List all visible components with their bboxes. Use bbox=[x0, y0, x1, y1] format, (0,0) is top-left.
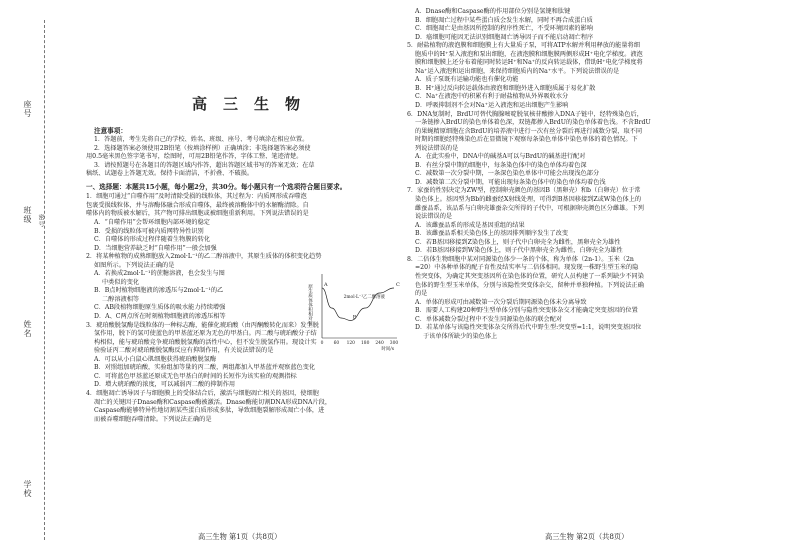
option: C．单体减数分裂过程中不发生同源染色体的联会配对 bbox=[415, 315, 563, 323]
question-line: Caspase酶能够特异性地切割某些蛋白质形成多肽，导致细胞裂解形成凋亡小体，进 bbox=[94, 407, 325, 415]
footer-right: 高三生物 第2页（共8页） bbox=[545, 532, 629, 541]
question-line: 8．二倍体生物细胞中某对同源染色体少一条的个体，称为单体（2n-1）。玉米（2n bbox=[407, 255, 634, 263]
option: B．H⁺通过反向转运载体由液泡和细胞外进入细胞质属于易化扩散 bbox=[415, 84, 596, 92]
right-page bbox=[407, 8, 792, 341]
option: A．可以从小白鼠心肌细胞获得琥珀酸脱氢酶 bbox=[94, 355, 217, 363]
name-label: 姓名 bbox=[23, 320, 32, 338]
notice-item: 2．选择题答案必须使用2B铅笔（按填涂样例）正确填涂；非选择题答案必须使 bbox=[94, 144, 311, 152]
x-tick-label: 60 bbox=[333, 341, 340, 347]
series-label: 2mol·L⁻¹乙二醇溶液 bbox=[343, 295, 385, 301]
question-line: 2．将某种植物的成熟细胞放入2mol·L⁻¹的乙二醇溶液中，其原生质体的体积变化趋势 bbox=[86, 253, 322, 261]
option: A．单体的形成可由减数第一次分裂后期同源染色体未分离导致 bbox=[415, 298, 587, 306]
option: C．自噬体的形成过程伴随着生物膜的转化 bbox=[94, 236, 211, 244]
question-line: 6．DNA复制时，BrdU可替代胸腺嘧啶脱氧核苷酸掺入DNA子链中，经特殊染色后， bbox=[407, 110, 643, 118]
question-line: 3．琥珀酸脱氢酶是线粒体的一种标志酶，能催化琥珀酸（由丙酮酸转化而来）发生脱 bbox=[86, 321, 319, 329]
question-line: 氢作用，脱下的氢可使蓝色的甲基蓝还原为无色的甲基白。丙二酸与琥珀酸分子结 bbox=[94, 330, 317, 338]
x-tick-label: 240 bbox=[375, 341, 384, 347]
question-line: 的果蝇精原细胞在含BrdU的培养液中进行一次有丝分裂后再进行减数分裂，取不同 bbox=[415, 127, 643, 135]
question-line: 包裹受损线粒体，并与溶酶体融合形成自噬体，最终被溶酶体中的水解酶清除。自 bbox=[86, 201, 309, 209]
option: A．该雌蚕品系的形成是基因重组的结果 bbox=[415, 221, 525, 229]
option: C．可将蓝色甲基蓝还原成无色甲基白的时间的长短作为该实验的观测指标 bbox=[94, 372, 297, 380]
question-6 bbox=[407, 111, 792, 188]
option: A．“自噬作用”会帮环细胞内部环境的稳定 bbox=[94, 219, 210, 227]
footer-left: 高三生物 第1页（共8页） bbox=[198, 532, 282, 541]
option: C．若B基因移接到Z染色体上，则子代中白卵壳全为雌性，黑卵壳全为雄性 bbox=[415, 238, 621, 246]
question-4 bbox=[86, 390, 400, 424]
y-axis-label: 原生质体体积相对值 bbox=[307, 284, 313, 326]
class-label: 班级 bbox=[23, 206, 32, 224]
question-line: 凋亡的关键因子Dnase酶和Caspase酶被激活。Dnase酶能切割DNA形成DNA片段， bbox=[94, 398, 332, 406]
question-line: Na⁺运入液泡和运出细胞，来保持细胞质内的Na⁺水平。下列说法错误的是 bbox=[415, 67, 620, 75]
option: 中类似的变化 bbox=[102, 278, 140, 286]
question-8 bbox=[407, 256, 792, 341]
question-4-options bbox=[407, 8, 792, 42]
x-tick-label: 0 bbox=[320, 341, 324, 347]
notice-item: 稿纸、试题卷上答题无效。保持卡面清洁，不折叠、不破损。 bbox=[86, 170, 254, 178]
option: D．若B基因移接到W染色体上，则子代中黑卵壳全为雌性，白卵壳全为雄性 bbox=[415, 247, 623, 255]
question-line: 4．细胞凋亡诱导因子与细胞膜上的受体结合后，激活与细胞凋亡相关的基因，使细胞 bbox=[86, 389, 319, 397]
question-5 bbox=[407, 42, 792, 110]
option: D．A、C两点所在时刻植物细胞液的渗透压相等 bbox=[94, 313, 226, 321]
option: A．质子泵既有运输功能也有催化功能 bbox=[415, 76, 519, 84]
point-label: A bbox=[324, 282, 328, 289]
option: D．当细胞营养缺乏时“自噬作用”一般会加强 bbox=[94, 244, 217, 252]
notice-item: 用0.5毫米黑色签字笔书写，绘图时，可用2B铅笔作答，字体工整、笔迹清楚。 bbox=[86, 153, 303, 161]
option: B．细胞凋亡过程中某些蛋白质会发生水解，同时不再合成蛋白质 bbox=[415, 16, 593, 24]
option: A．Dnase酶和Caspase酶的作用部位分别是氢键和肽键 bbox=[415, 8, 571, 15]
question-line: 5．耐盐植物的液泡膜和细胞膜上有大量质子泵，可将ATP水解并利用释放的能量将细 bbox=[407, 42, 640, 50]
question-line: 时期的细胞经特殊染色后在显微镜下观察每条染色单体中染色单体的着色情况。下 bbox=[415, 136, 638, 144]
question-line: 列说法错误的是 bbox=[415, 144, 459, 152]
volume-chart bbox=[304, 270, 400, 352]
option: B．需要人工构建20种野生型单体分别与隐性突变体杂交才能确定突变基因的位置 bbox=[415, 307, 638, 315]
point-label: B bbox=[352, 314, 357, 321]
school-label: 学校 bbox=[23, 480, 32, 498]
question-line: 膜和细胞膜上还分布着能同时转运H⁺和Na⁺的反向转运载体，借助H⁺电化学梯度将 bbox=[415, 59, 643, 67]
notice-item: 3．请按照题号在各题目的答题区域内作答，超出答题区域书写的答案无效；在草 bbox=[94, 161, 315, 169]
x-tick-label: 180 bbox=[361, 341, 370, 347]
option: D．呼吸抑制剂不会对Na⁺运入液泡和运出细胞产生影响 bbox=[415, 102, 569, 110]
option: C．减数第一次分裂中期，一条深色染色单体中可能会出现浅色部分 bbox=[415, 170, 600, 178]
question-line: 构相似，能与琥珀酸竞争琥珀酸脱氢酶的活性中心，但不发生脱氢作用。现设计实 bbox=[94, 338, 317, 346]
notice-item: 1．答题前，考生先将自己的学校、姓名、班级、座号、考号填涂在相应位置。 bbox=[94, 136, 309, 144]
question-line: 色体的野生型玉米单体，分别与该隐性突变体杂交，留种并单独种植。下列说法正确 bbox=[415, 281, 644, 289]
option: B．该雌蚕品系相关染色体上的基因排列顺序发生了改变 bbox=[415, 230, 569, 238]
option: C．AB段植物细胞原生质体的吸水能力持续增强 bbox=[94, 304, 226, 312]
question-line: 的是 bbox=[415, 290, 428, 298]
option: A．在此实验中，DNA中的碱基A可以与BrdU的碱基进行配对 bbox=[415, 153, 586, 161]
question-line: 验验证丙二酸对琥珀酸脱氢酶反应有抑制作用，有关说法错误的是 bbox=[94, 347, 274, 355]
option: D．癌细胞可能因无法识别细胞凋亡诱导因子而不能启动凋亡程序 bbox=[415, 33, 594, 41]
seal-label: 密号 bbox=[37, 214, 44, 228]
question-line: 噬体内的物质被水解后，其产物可排出细胞或被细胞重新利用。下列说法错误的是 bbox=[86, 210, 309, 218]
option: B．受损的线粒体可被内质网特异性识别 bbox=[94, 227, 204, 235]
option: 二醇溶液相等 bbox=[102, 295, 140, 303]
question-7 bbox=[407, 187, 792, 255]
question-line: 性突变体，为确定其突变基因所在染色体的位置，研究人员构建了一系列缺少不同染 bbox=[415, 272, 644, 280]
question-line: 染色体上。基因型为Bb的雌蚕经X射线处理，可得到B基因移接到Z或W染色体上的 bbox=[415, 196, 642, 204]
seat-label: 座号 bbox=[23, 100, 32, 118]
question-line: 而被吞噬细胞吞噬清除。下列说法正确的是 bbox=[94, 415, 212, 423]
section-heading: 一、选择题：本题共15小题，每小题2分，共30分。每小题只有一个选项符合题目要求。 bbox=[86, 182, 347, 191]
option: 于该单体所缺少的染色体上 bbox=[423, 332, 498, 340]
option: C．细胞凋亡是由基因所控制的程序性死亡，不受环境因素的影响 bbox=[415, 25, 593, 33]
question-1 bbox=[86, 193, 400, 253]
question-line: 胞质中的H⁺泵入液泡和泵出细胞，在液泡膜和细胞膜两侧形成H⁺电化学梯度。液泡 bbox=[415, 50, 643, 58]
question-line: 1．细胞可通过“自噬作用”及时清除受损的线粒体，其过程为：内质网形成吞噬泡 bbox=[86, 193, 307, 201]
option: B．对照组加琥珀酸，实验组加等量的丙二酸，两组都加入甲基蓝并观察蓝色变化 bbox=[94, 364, 316, 372]
binding-line bbox=[44, 20, 45, 540]
notice-heading: 注意事项： bbox=[94, 126, 127, 135]
question-line: 说法错误的是 bbox=[415, 213, 453, 221]
series-line bbox=[322, 288, 394, 321]
binding-margin bbox=[0, 0, 62, 558]
option: A．若换成2mol·L⁻¹的蔗糖溶液，也会发生与图 bbox=[94, 270, 225, 278]
option: C．Na⁺在液泡中的积累有利于耐盐植物从外界吸收水分 bbox=[415, 93, 569, 101]
left-page bbox=[86, 8, 400, 424]
question-line: 雌蚕品系，该品系与白卵壳雄蚕杂交所得的子代中，可根据卵壳颜色区分雌雄。下列 bbox=[415, 204, 644, 212]
x-tick-label: 300 bbox=[389, 341, 399, 347]
x-axis-label: 时间/s bbox=[381, 347, 394, 353]
option: D．若某单体与该隐性突变体杂交所得后代中野生型:突变型=1:1，说明突变基因位 bbox=[415, 324, 642, 332]
option: B．B点时植物细胞液的渗透压与2mol·L⁻¹的乙 bbox=[94, 287, 224, 295]
option: B．有丝分裂中期的细胞中，每条染色体中的染色单体均着色深 bbox=[415, 161, 587, 169]
option: D．减数第二次分裂中期，可能出现每条染色体中的染色单体均着色浅 bbox=[415, 178, 606, 186]
question-line: 一条链掺入BrdU的染色单体着色深，双链都掺入BrdU的染色单体着色浅。不含BrdU bbox=[415, 119, 651, 127]
page-title: 高三生物 bbox=[191, 95, 316, 113]
question-line: 7．家蚕的性别决定为ZW型，控制卵壳颜色的基因B（黑卵壳）和b（白卵壳）位于常 bbox=[407, 187, 641, 195]
question-line: 如图所示。下列说法正确的是 bbox=[94, 261, 175, 269]
question-line: =20）中各种单体的配子育性及结实率与二倍体相同。现发现一株野生型玉米的隐 bbox=[415, 264, 639, 272]
x-tick-label: 120 bbox=[346, 341, 355, 347]
option: D．增大琥珀酸的浓度，可以减弱丙二酸的抑制作用 bbox=[94, 381, 236, 389]
point-label: C bbox=[396, 282, 400, 289]
